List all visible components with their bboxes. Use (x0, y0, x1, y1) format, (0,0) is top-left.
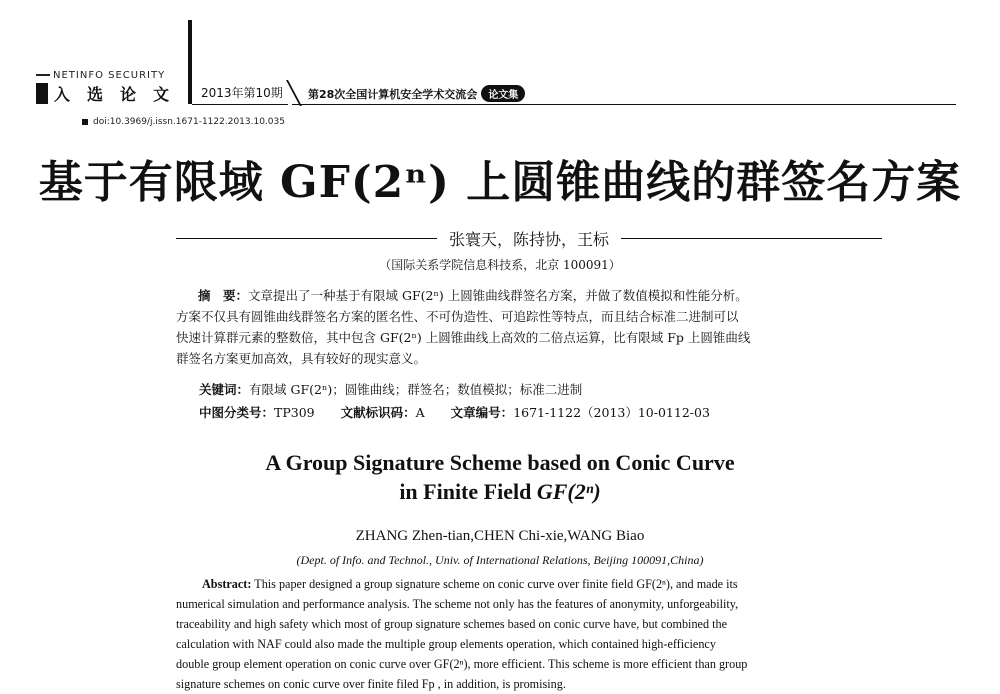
clc-value: TP309 (274, 405, 315, 420)
abstract-en-line: signature schemes on conic curve over finite filed Fp , in addition, is promising. (176, 677, 566, 691)
proceedings-badge: 论文集 (481, 85, 525, 102)
section-label: 入选论文 (54, 85, 187, 104)
authors-zh: 张寰天，陈持协，王标 (449, 230, 610, 249)
header-vertical-bar (188, 20, 192, 104)
keywords-text: 有限域 GF(2ⁿ)；圆锥曲线；群签名；数值模拟；标准二进制 (249, 382, 583, 397)
paper-title-en-line2: in Finite Field GF(2ⁿ) (399, 479, 601, 504)
paper-title-en-line1: A Group Signature Scheme based on Conic Curve (265, 450, 735, 475)
paper-title-en (0, 448, 1000, 506)
issue-label: 2013年第10期 (201, 86, 283, 100)
abstract-zh-line: 快速计算群元素的整数倍，其中包含 GF(2ⁿ) 上圆锥曲线上高效的二倍点运算，比有限域 Fp 上圆锥曲线 (176, 330, 751, 345)
article-no-value: 1671-1122（2013）10-0112-03 (513, 405, 710, 420)
abstract-en-line: numerical simulation and performance analysis. The scheme not only has the features of anonymity, unforgeability, (176, 597, 739, 611)
authors-zh-row (176, 227, 882, 250)
classification-line (199, 403, 710, 421)
abstract-en-line: double group element operation on conic curve over GF(2ⁿ), more efficient. This scheme is more efficient than group (176, 657, 748, 671)
abstract-en-label: Abstract: (202, 577, 252, 591)
clc-label: 中图分类号： (199, 405, 275, 420)
authors-rule-left (176, 238, 437, 239)
abstract-zh-line: 群签名方案更加高效，具有较好的现实意义。 (176, 351, 427, 366)
doc-code-label: 文献标识码： (340, 405, 416, 420)
abstract-en-line: Abstract: This paper designed a group signature scheme on conic curve over finite field GF(2ⁿ), and made its (202, 577, 738, 591)
doi-bullet-icon (82, 119, 88, 125)
doi-text: doi:10.3969/j.issn.1671-1122.2013.10.035 (93, 117, 285, 127)
header-slant-divider (286, 80, 302, 106)
article-no-label: 文章编号： (450, 405, 514, 420)
finite-field-symbol: GF(2ⁿ) (536, 479, 601, 504)
journal-brand: NETINFO SECURITY (36, 70, 165, 81)
section-label-box (36, 83, 186, 104)
doi-line (82, 117, 285, 127)
abstract-en (176, 574, 888, 694)
authors-en: ZHANG Zhen-tian,CHEN Chi-xie,WANG Biao (355, 528, 645, 544)
brand-dash (36, 74, 50, 76)
affiliation-en: (Dept. of Info. and Technol., Univ. of International Relations, Beijing 100091,China) (296, 553, 704, 567)
doc-code-value: A (415, 405, 425, 420)
abstract-en-line: traceability and high safety which most of group signature schemes based on conic curve have, but combined the (176, 617, 727, 631)
abstract-zh (176, 285, 888, 369)
abstract-zh-line: 方案不仅具有圆锥曲线群签名方案的匿名性、不可伪造性、可追踪性等特点，而且结合标准二进制可以 (176, 309, 739, 324)
header-rule-left (192, 104, 288, 105)
keywords-zh (199, 380, 582, 398)
affiliation-zh: （国际关系学院信息科技系，北京 100091） (379, 258, 621, 272)
section-block-mark (36, 83, 48, 104)
keywords-label: 关键词： (199, 382, 250, 397)
header-rule (292, 104, 956, 105)
abstract-en-line: calculation with NAF could also made the multiple group elements operation, which contained high-efficiency (176, 637, 716, 651)
journal-header (0, 0, 1000, 130)
conference-label: 第28次全国计算机安全学术交流会 论文集 (308, 85, 525, 102)
paper-title-zh: 基于有限域 GF(2ⁿ) 上圆锥曲线的群签名方案 (38, 157, 962, 208)
abstract-zh-line: 摘 要：文章提出了一种基于有限域 GF(2ⁿ) 上圆锥曲线群签名方案，并做了数值模拟和性能分析。 (198, 288, 748, 303)
authors-rule-right (621, 238, 882, 239)
abstract-zh-label: 摘 要： (198, 288, 249, 303)
